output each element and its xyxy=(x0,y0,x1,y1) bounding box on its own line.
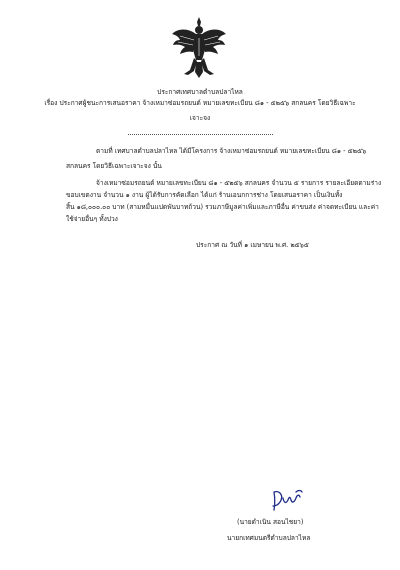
subject-line-2: เจาะจง xyxy=(189,114,211,122)
signer-position: นายกเทศมนตรีตำบลปลาไหล xyxy=(227,534,311,542)
paragraph-2-line-2: ขอบเขตงาน จำนวน ๑ งาน ผู้ได้รับการคัดเลือก ได้แก่ ร้านเอนกการช่าง โดยเสนอราคา เป็นเงินทั้ง xyxy=(66,191,343,199)
paragraph-2-line-1: จ้างเหมาซ่อมรถยนต์ หมายเลขทะเบียน ๘๑ - ๕๒๕๖ สกลนคร จำนวน ๕ รายการ รายละเอียดตามร่าง xyxy=(96,179,382,187)
paragraph-2-line-4: ใช้จ่ายอื่นๆ ทั้งปวง xyxy=(66,215,118,223)
subject-line-1: เรื่อง ประกาศผู้ชนะการเสนอราคา จ้างเหมาซ่อมรถยนต์ หมายเลขทะเบียน ๘๑ - ๕๒๕๖ สกลนคร โดยวิธีเฉพาะ xyxy=(44,99,356,107)
org-title: ประกาศเทศบาลตำบลปลาไหล xyxy=(157,88,243,96)
divider xyxy=(128,134,273,135)
signature-image xyxy=(266,486,306,512)
signer-name: (นายดำเนิน สอนไชยา) xyxy=(237,518,304,526)
garuda-emblem-icon xyxy=(170,16,228,80)
paragraph-1-line-1: ตามที่ เทศบาลตำบลปลาไหล ได้มีโครงการ จ้างเหมาซ่อมรถยนต์ หมายเลขทะเบียน ๘๑ - ๕๒๕๖ xyxy=(96,147,367,155)
paragraph-1-line-2: สกลนคร โดยวิธีเฉพาะเจาะจง นั้น xyxy=(66,162,162,170)
announce-date: ประกาศ ณ วันที่ ๑ เมษายน พ.ศ. ๒๕๖๕ xyxy=(196,241,309,249)
paragraph-2-line-3: สิ้น ๑๘,๐๐๐.๐๐ บาท (สามหมื่นแปดพันบาทถ้วน) รวมภาษีมูลค่าเพิ่มและภาษีอื่น ค่าขนส่ง ค่าจดทะเบียน และค่า xyxy=(66,203,379,211)
